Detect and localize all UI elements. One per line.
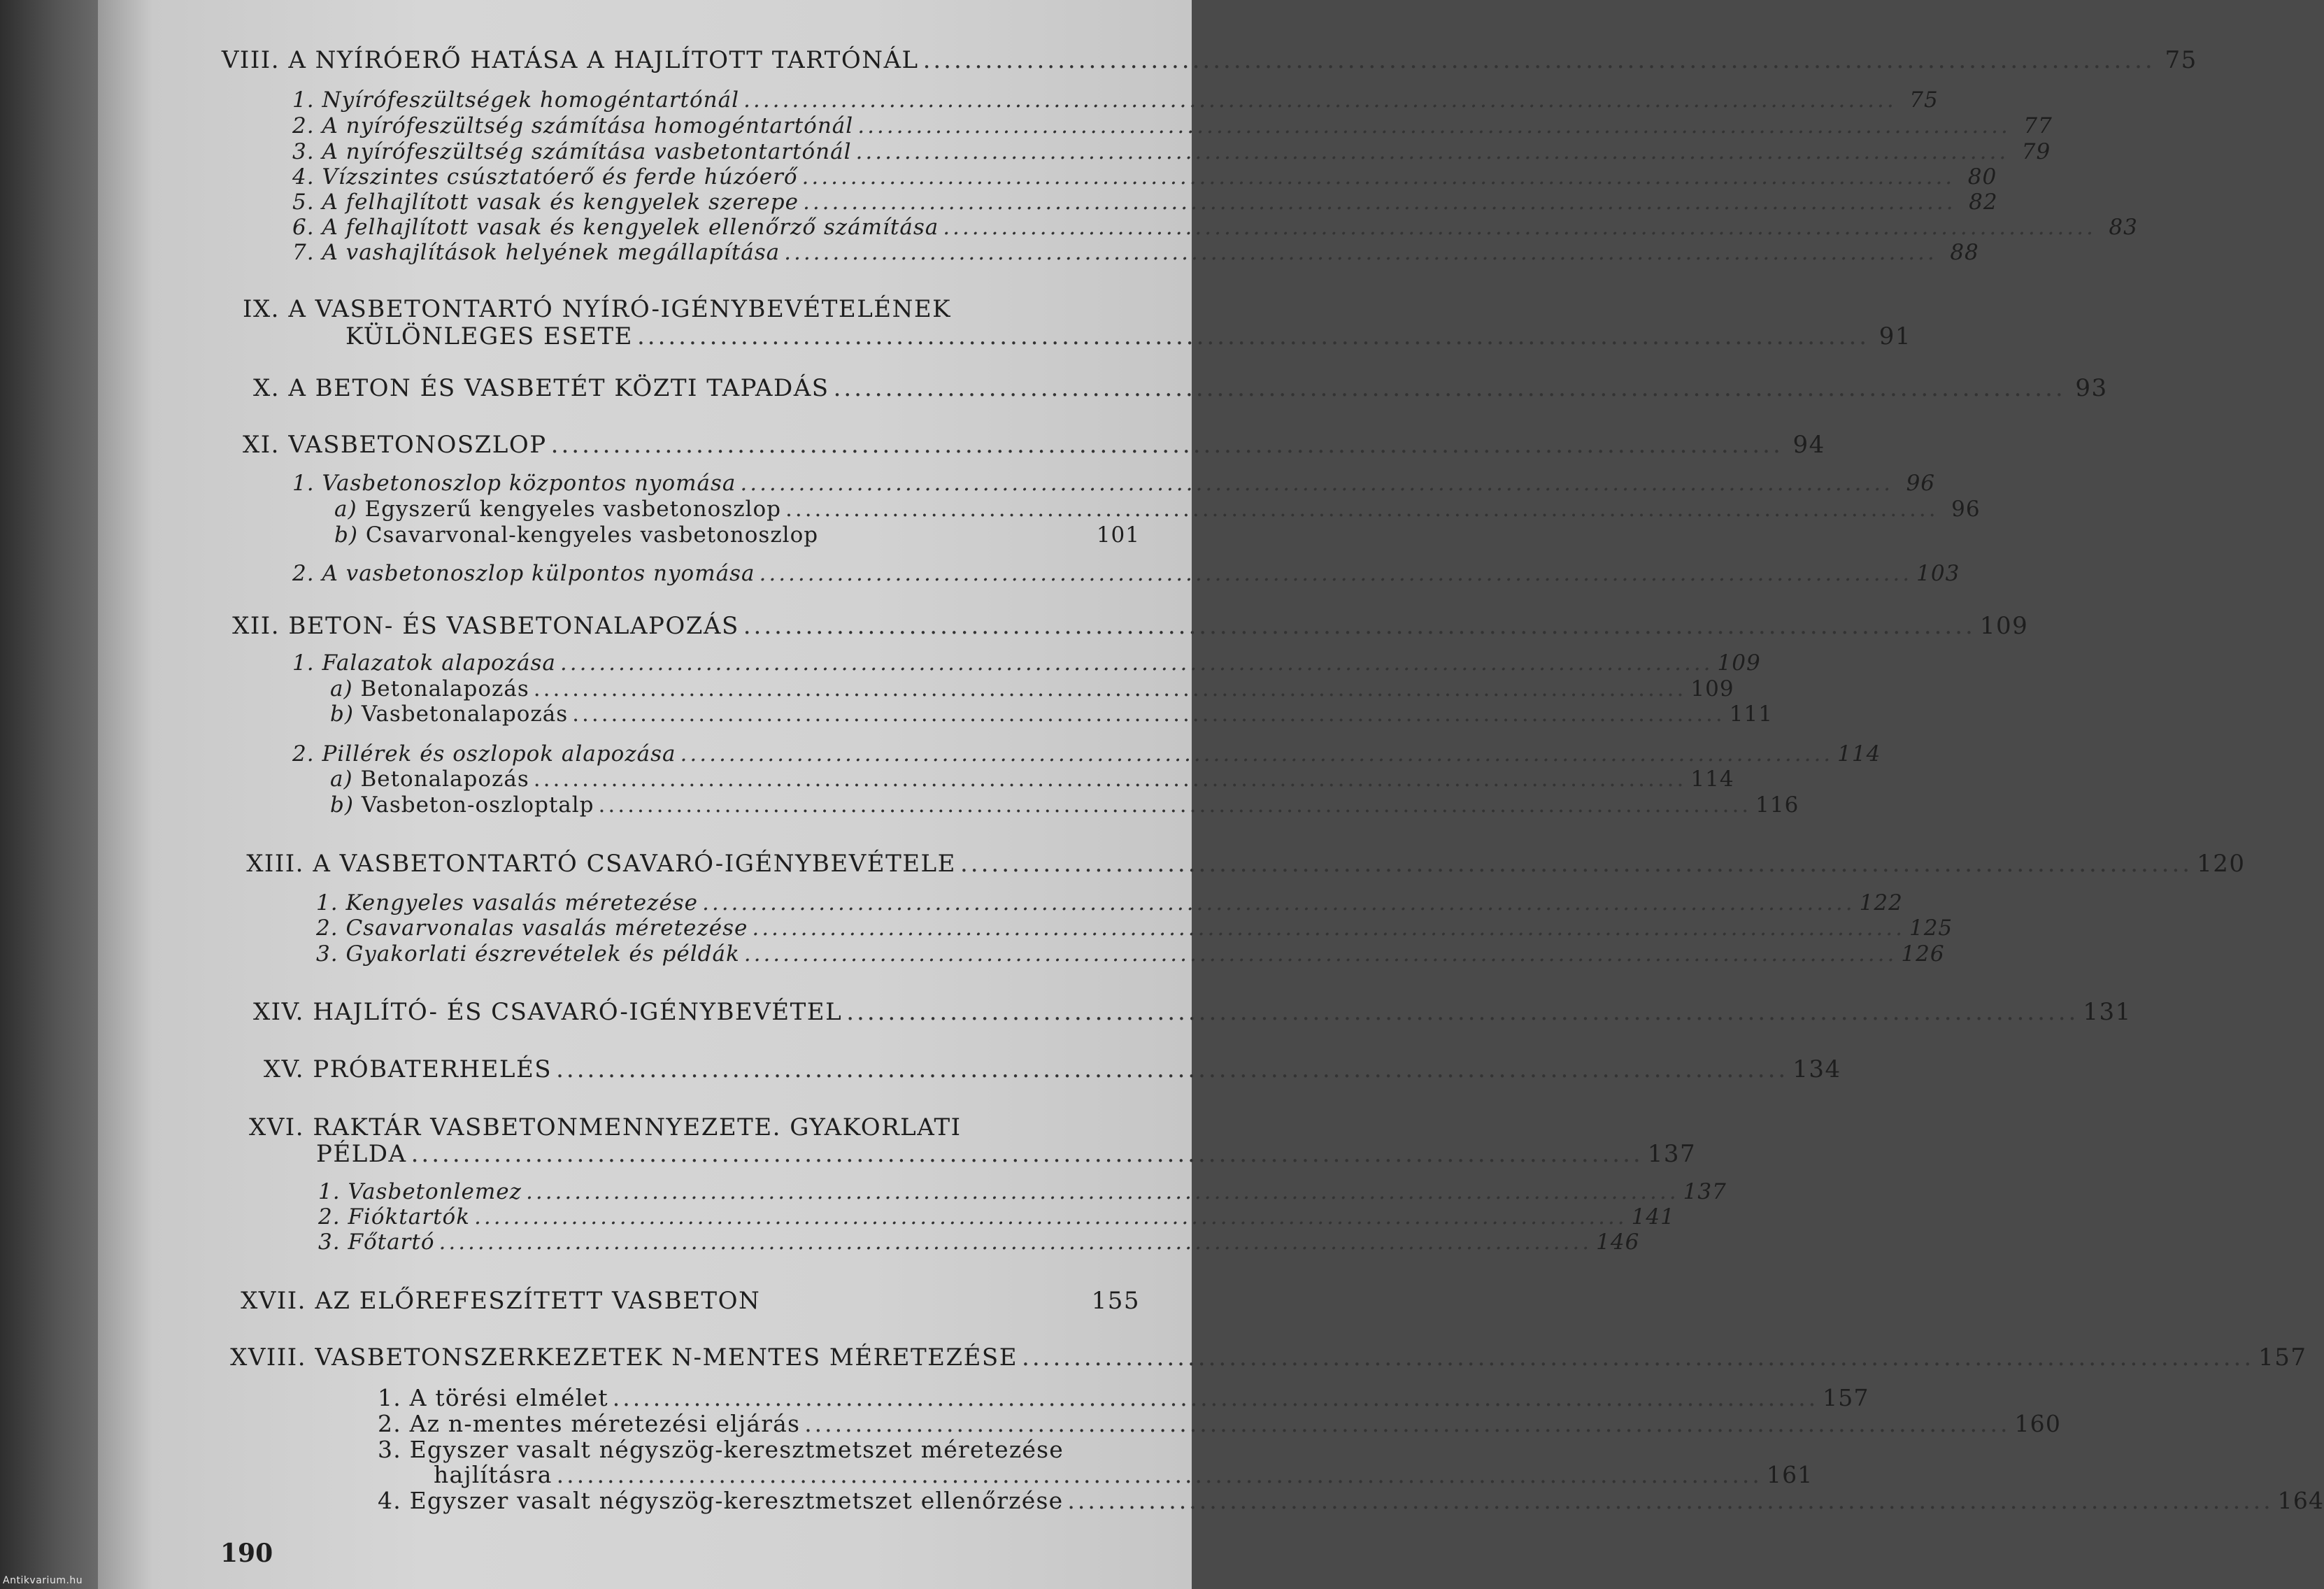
entry-title: Vasbetonalapozás — [361, 701, 569, 727]
toc-entry-xiii-3: 3. Gyakorlati észrevételek és példák ....................................................................................................................... 126 — [316, 941, 1945, 967]
toc-entry-xvi-2: 2. Fióktartók ....................................................................................................................... 141 — [318, 1204, 1675, 1230]
page-number: 114 — [1690, 767, 1734, 792]
entry-letter: a) — [330, 767, 353, 792]
toc-entry-xi-2: 2. A vasbetonoszlop külpontos nyomása ....................................................................................................................... 103 — [292, 561, 1960, 586]
chapter-number: X. — [252, 374, 280, 402]
entry-number: 3. — [378, 1436, 401, 1463]
toc-chapter-xiv: XIV. HAJLÍTÓ- ÉS CSAVARÓ-IGÉNYBEVÉTEL ....................................................................................................................... 131 — [231, 998, 1140, 1026]
page-number: 137 — [1683, 1179, 1727, 1204]
chapter-title: AZ ELŐREFESZÍTETT VASBETON — [315, 1287, 761, 1315]
page-number: 114 — [1837, 741, 1881, 767]
chapter-title-continued: PÉLDA — [316, 1140, 407, 1168]
entry-title: Vízszintes csúsztatóerő és ferde húzóerő — [322, 164, 798, 190]
entry-number: 2. — [316, 915, 338, 941]
page-number: 103 — [1916, 561, 1960, 586]
entry-title: Nyírófeszültségek homogéntartónál — [322, 87, 740, 113]
toc-entry-xvi-1: 1. Vasbetonlemez ....................................................................................................................... 137 — [318, 1179, 1727, 1204]
entry-title: A vasbetonoszlop külpontos nyomása — [322, 561, 755, 586]
entry-title: Az n-mentes méretezési eljárás — [409, 1410, 801, 1437]
page-number: 134 — [1792, 1055, 1841, 1083]
page-number: 101 — [1096, 522, 1140, 548]
entry-number: 2. — [318, 1204, 341, 1230]
entry-number: 1. — [318, 1179, 341, 1204]
toc-entry-xii-1: 1. Falazatok alapozása ....................................................................................................................... 109 — [292, 650, 1761, 676]
entry-title: Pillérek és oszlopok alapozása — [322, 741, 676, 767]
page-number: 141 — [1631, 1204, 1675, 1230]
chapter-title: PRÓBATERHELÉS — [313, 1055, 553, 1083]
entry-title: Fióktartók — [348, 1204, 470, 1230]
toc-entry-viii-3: 3. A nyírófeszültség számítása vasbetontartónál ....................................................................................................................... 79 — [292, 139, 2051, 164]
toc-entry-viii-6: 6. A felhajlított vasak és kengyelek ellenőrző számítása ....................................................................................................................... 83 — [292, 215, 2138, 240]
toc-entry-xvi-3: 3. Főtartó ....................................................................................................................... 146 — [318, 1230, 1640, 1255]
page-number: 126 — [1901, 941, 1945, 967]
chapter-title: A VASBETONTARTÓ CSAVARÓ-IGÉNYBEVÉTELE — [313, 850, 956, 878]
entry-number: 7. — [292, 240, 315, 265]
entry-title: Egyszerű kengyeles vasbetonoszlop — [364, 497, 781, 522]
toc-entry-xi-1: 1. Vasbetonoszlop központos nyomása ....................................................................................................................... 96 — [292, 471, 1936, 496]
entry-title: Falazatok alapozása — [322, 650, 556, 676]
entry-number: 1. — [378, 1384, 401, 1411]
chapter-number: XVII. — [241, 1287, 306, 1315]
page-number: 93 — [2075, 374, 2108, 402]
toc-chapter-xiii: XIII. A VASBETONTARTÓ CSAVARÓ-IGÉNYBEVÉTELE ....................................................................................................................... 120 — [231, 850, 1140, 878]
toc-chapter-xvi-line1 — [231, 1113, 962, 1141]
page-number: 77 — [2023, 113, 2053, 138]
page-folio-number: 190 — [220, 1539, 273, 1568]
toc-chapter-xvii — [222, 1287, 1140, 1315]
chapter-title: VASBETONSZERKEZETEK N-MENTES MÉRETEZÉSE — [315, 1344, 1018, 1371]
page-number: 157 — [2258, 1344, 2307, 1371]
entry-title: A vashajlítások helyének megállapítása — [322, 240, 780, 265]
page-number: 83 — [2109, 215, 2138, 240]
entry-number: 2. — [292, 113, 315, 138]
entry-title: Egyszer vasalt négyszög-keresztmetszet ellenőrzése — [409, 1487, 1064, 1514]
toc-entry-xiii-1: 1. Kengyeles vasalás méretezése ....................................................................................................................... 122 — [316, 890, 1903, 915]
entry-number: 3. — [318, 1230, 341, 1255]
page-number: 157 — [1823, 1384, 1869, 1411]
entry-title: Csavarvonal-kengyeles vasbetonoszlop — [365, 522, 819, 548]
page-number: 116 — [1755, 792, 1799, 818]
toc-entry-xviii-4: 4. Egyszer vasalt négyszög-keresztmetszet ellenőrzése ....................................................................................................................... 164 — [378, 1487, 2324, 1514]
chapter-number: XII. — [232, 612, 280, 640]
chapter-title: HAJLÍTÓ- ÉS CSAVARÓ-IGÉNYBEVÉTEL — [313, 998, 843, 1026]
page-number: 146 — [1596, 1230, 1640, 1255]
chapter-title-continued: KÜLÖNLEGES ESETE — [345, 322, 633, 350]
toc-entry-xii-2: 2. Pillérek és oszlopok alapozása ....................................................................................................................... 114 — [292, 741, 1881, 767]
entry-title: Főtartó — [348, 1230, 435, 1255]
page-number: 75 — [2165, 46, 2197, 74]
page-number: 109 — [1690, 676, 1734, 701]
toc-chapter-xvi-line2: PÉLDA ....................................................................................................................... 137 — [316, 1140, 1697, 1168]
toc-entry-xviii-3-line1 — [378, 1436, 1064, 1463]
toc-entry-xii-2b: b) Vasbeton-oszloptalp ....................................................................................................................... 116 — [330, 792, 1799, 818]
entry-number: 2. — [378, 1410, 401, 1437]
toc-entry-xviii-2: 2. Az n-mentes méretezési eljárás ....................................................................................................................... 160 — [378, 1410, 2062, 1437]
chapter-number: XVI. — [249, 1113, 304, 1141]
chapter-title: A VASBETONTARTÓ NYÍRÓ-IGÉNYBEVÉTELÉNEK — [288, 295, 952, 323]
toc-entry-viii-7: 7. A vashajlítások helyének megállapítása ....................................................................................................................... 88 — [292, 240, 1979, 265]
toc-entry-xii-1b: b) Vasbetonalapozás ....................................................................................................................... 111 — [330, 701, 1773, 727]
page-number: 80 — [1967, 164, 1997, 190]
page-number: 120 — [2197, 850, 2246, 878]
toc-entry-xviii-3-line2: hajlításra ....................................................................................................................... 161 — [434, 1461, 1813, 1488]
page-number: 137 — [1647, 1140, 1697, 1168]
entry-title: Vasbetonlemez — [348, 1179, 522, 1204]
entry-number: 2. — [292, 561, 315, 586]
page-number: 94 — [1792, 431, 1825, 459]
entry-title: Betonalapozás — [360, 767, 529, 792]
watermark: Antikvarium.hu — [3, 1575, 83, 1586]
entry-title: A felhajlított vasak és kengyelek ellenőrző számítása — [322, 215, 939, 240]
chapter-title: A NYÍRÓERŐ HATÁSA A HAJLÍTOTT TARTÓNÁL — [288, 46, 919, 74]
page-number: 164 — [2277, 1487, 2324, 1514]
entry-letter: a) — [334, 497, 357, 522]
toc-entry-viii-5: 5. A felhajlított vasak és kengyelek szerepe ....................................................................................................................... 82 — [292, 190, 1998, 215]
toc-entry-xi-1b — [334, 522, 1140, 548]
page-number: 82 — [1969, 190, 1998, 215]
toc-entry-viii-2: 2. A nyírófeszültség számítása homogéntartónál ....................................................................................................................... 77 — [292, 113, 2053, 138]
entry-number: 1. — [292, 471, 315, 496]
page-number: 131 — [2083, 998, 2132, 1026]
page-number: 96 — [1906, 471, 1936, 496]
page-number: 88 — [1950, 240, 1979, 265]
chapter-title: A BETON ÉS VASBETÉT KÖZTI TAPADÁS — [288, 374, 829, 402]
page-number: 91 — [1879, 322, 1912, 350]
entry-title: A felhajlított vasak és kengyelek szerepe — [322, 190, 799, 215]
toc-chapter-ix-line1 — [210, 295, 951, 323]
toc-entry-xii-2a: a) Betonalapozás ....................................................................................................................... 114 — [330, 767, 1734, 792]
page-number: 160 — [2014, 1410, 2062, 1437]
entry-number: 3. — [316, 941, 338, 967]
entry-number: 4. — [378, 1487, 401, 1514]
page-number: 155 — [1091, 1287, 1140, 1315]
entry-title: A nyírófeszültség számítása vasbetontartónál — [322, 139, 852, 164]
entry-title: A nyírófeszültség számítása homogéntartónál — [322, 113, 854, 138]
toc-chapter-x: X. A BETON ÉS VASBETÉT KÖZTI TAPADÁS ....................................................................................................................... 93 — [210, 374, 1140, 402]
chapter-number: XI. — [243, 431, 280, 459]
page-number: 111 — [1729, 701, 1773, 727]
chapter-number: XIV. — [252, 998, 304, 1026]
toc-entry-xi-1a: a) Egyszerű kengyeles vasbetonoszlop ....................................................................................................................... 96 — [334, 497, 1981, 522]
book-gutter-shadow — [0, 0, 105, 1589]
toc-chapter-xii: XII. BETON- ÉS VASBETONALAPOZÁS ....................................................................................................................... 109 — [210, 612, 1140, 640]
entry-number: 6. — [292, 215, 315, 240]
page-number: 125 — [1909, 915, 1953, 941]
chapter-number: VIII. — [221, 46, 280, 74]
chapter-title: VASBETONOSZLOP — [288, 431, 547, 459]
toc-entry-viii-4: 4. Vízszintes csúsztatóerő és ferde húzóerő ....................................................................................................................... 80 — [292, 164, 1997, 190]
page-number: 96 — [1951, 497, 1981, 522]
toc-chapter-viii: VIII. A NYÍRÓERŐ HATÁSA A HAJLÍTOTT TARTÓNÁL ....................................................................................................................... 75 — [210, 46, 1140, 74]
toc-chapter-xviii: XVIII. VASBETONSZERKEZETEK N-MENTES MÉRETEZÉSE ....................................................................................................................... 157 — [217, 1344, 1140, 1371]
chapter-number: IX. — [243, 295, 280, 323]
entry-title-continued: hajlításra — [434, 1461, 553, 1488]
entry-number: 1. — [292, 650, 315, 676]
entry-number: 3. — [292, 139, 315, 164]
entry-letter: b) — [330, 792, 354, 818]
page-number: 122 — [1859, 890, 1903, 915]
toc-chapter-ix-line2: KÜLÖNLEGES ESETE ....................................................................................................................... 91 — [345, 322, 1912, 350]
entry-title: Kengyeles vasalás méretezése — [345, 890, 698, 915]
chapter-title: BETON- ÉS VASBETONALAPOZÁS — [288, 612, 739, 640]
entry-title: Csavarvonalas vasalás méretezése — [345, 915, 748, 941]
entry-letter: b) — [334, 522, 358, 548]
entry-title: Betonalapozás — [360, 676, 529, 701]
entry-number: 1. — [292, 87, 315, 113]
toc-entry-xviii-1: 1. A törési elmélet ....................................................................................................................... 157 — [378, 1384, 1869, 1411]
entry-title: Egyszer vasalt négyszög-keresztmetszet méretezése — [409, 1436, 1064, 1463]
chapter-number: XVIII. — [230, 1344, 306, 1371]
entry-number: 2. — [292, 741, 315, 767]
toc-entry-viii-1: 1. Nyírófeszültségek homogéntartónál ....................................................................................................................... 75 — [292, 87, 1939, 113]
entry-title: Vasbeton-oszloptalp — [361, 792, 594, 818]
chapter-number: XIII. — [246, 850, 304, 878]
page-number: 75 — [1909, 87, 1939, 113]
entry-letter: b) — [330, 701, 354, 727]
toc-entry-xii-1a: a) Betonalapozás ....................................................................................................................... 109 — [330, 676, 1734, 701]
toc-chapter-xv: XV. PRÓBATERHELÉS ....................................................................................................................... 134 — [231, 1055, 1140, 1083]
entry-number: 1. — [316, 890, 338, 915]
toc-entry-xiii-2: 2. Csavarvonalas vasalás méretezése ....................................................................................................................... 125 — [316, 915, 1953, 941]
entry-title: Vasbetonoszlop központos nyomása — [322, 471, 736, 496]
page-number: 161 — [1766, 1461, 1813, 1488]
page-number: 109 — [1717, 650, 1761, 676]
chapter-title: RAKTÁR VASBETONMENNYEZETE. GYAKORLATI — [313, 1113, 962, 1141]
entry-letter: a) — [330, 676, 353, 701]
entry-title: Gyakorlati észrevételek és példák — [345, 941, 740, 967]
toc-chapter-xi: XI. VASBETONOSZLOP ....................................................................................................................... 94 — [210, 431, 1140, 459]
entry-number: 4. — [292, 164, 315, 190]
page-number: 79 — [2021, 139, 2051, 164]
entry-number: 5. — [292, 190, 315, 215]
chapter-number: XV. — [263, 1055, 304, 1083]
entry-title: A törési elmélet — [409, 1384, 608, 1411]
page-number: 109 — [1979, 612, 2029, 640]
